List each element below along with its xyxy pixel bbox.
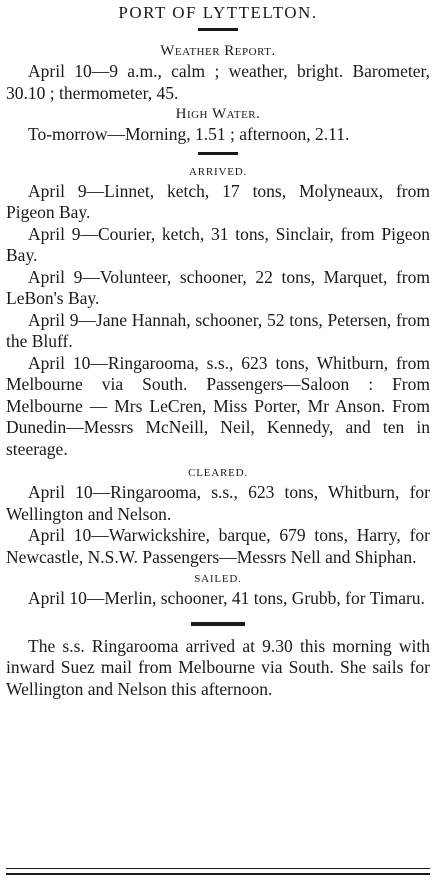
section-rule: [198, 152, 238, 155]
news-column: [6, 0, 430, 700]
arrived-entry: April 9—Volunteer, schooner, 22 tons, Marquet, from LeBon's Bay.: [6, 266, 430, 308]
arrived-entry: April 10—Ringarooma, s.s., 623 tons, Whitburn, from Melbourne via South. Passengers—Saloon : From Melbourne — Mrs LeCren, Miss Porter, Mr Anson. From Dunedin—Messrs McNeill, Neil, Kennedy, and ten in steerage.: [6, 352, 430, 459]
title-rule: [198, 28, 238, 31]
weather-heading: Weather Report.: [160, 43, 276, 59]
notice-paragraph: The s.s. Ringarooma arrived at 9.30 this morning with inward Suez mail from Melbourne via South. She sails for Wellington and Nelson this afternoon.: [6, 635, 430, 699]
sailed-heading: SAILED.: [194, 573, 242, 585]
arrived-entry: April 9—Courier, ketch, 31 tons, Sinclair, from Pigeon Bay.: [6, 223, 430, 265]
bottom-rule: [6, 868, 430, 869]
page-title: PORT OF LYTTELTON.: [118, 3, 318, 22]
arrived-entry: April 9—Jane Hannah, schooner, 52 tons, Petersen, from the Bluff.: [6, 309, 430, 351]
bottom-rule: [6, 873, 430, 875]
arrived-heading: ARRIVED.: [188, 165, 248, 178]
notice-rule: [191, 622, 245, 626]
weather-report: April 10—9 a.m., calm ; weather, bright. Barometer, 30.10 ; thermometer, 45.: [6, 61, 430, 103]
cleared-heading: CLEARED.: [188, 467, 248, 479]
cleared-entry: April 10—Ringarooma, s.s., 623 tons, Whitburn, for Wellington and Nelson.: [6, 482, 430, 524]
high-water-heading: High Water.: [175, 106, 261, 122]
sailed-entry: April 10—Merlin, schooner, 41 tons, Grubb, for Timaru.: [28, 588, 425, 608]
arrived-entry: April 9—Linnet, ketch, 17 tons, Molyneaux, from Pigeon Bay.: [6, 180, 430, 222]
cleared-entry: April 10—Warwickshire, barque, 679 tons, Harry, for Newcastle, N.S.W. Passengers—Messrs Nell and Shiphan.: [6, 525, 430, 567]
high-water-text: To-morrow—Morning, 1.51 ; afternoon, 2.11.: [28, 124, 350, 144]
